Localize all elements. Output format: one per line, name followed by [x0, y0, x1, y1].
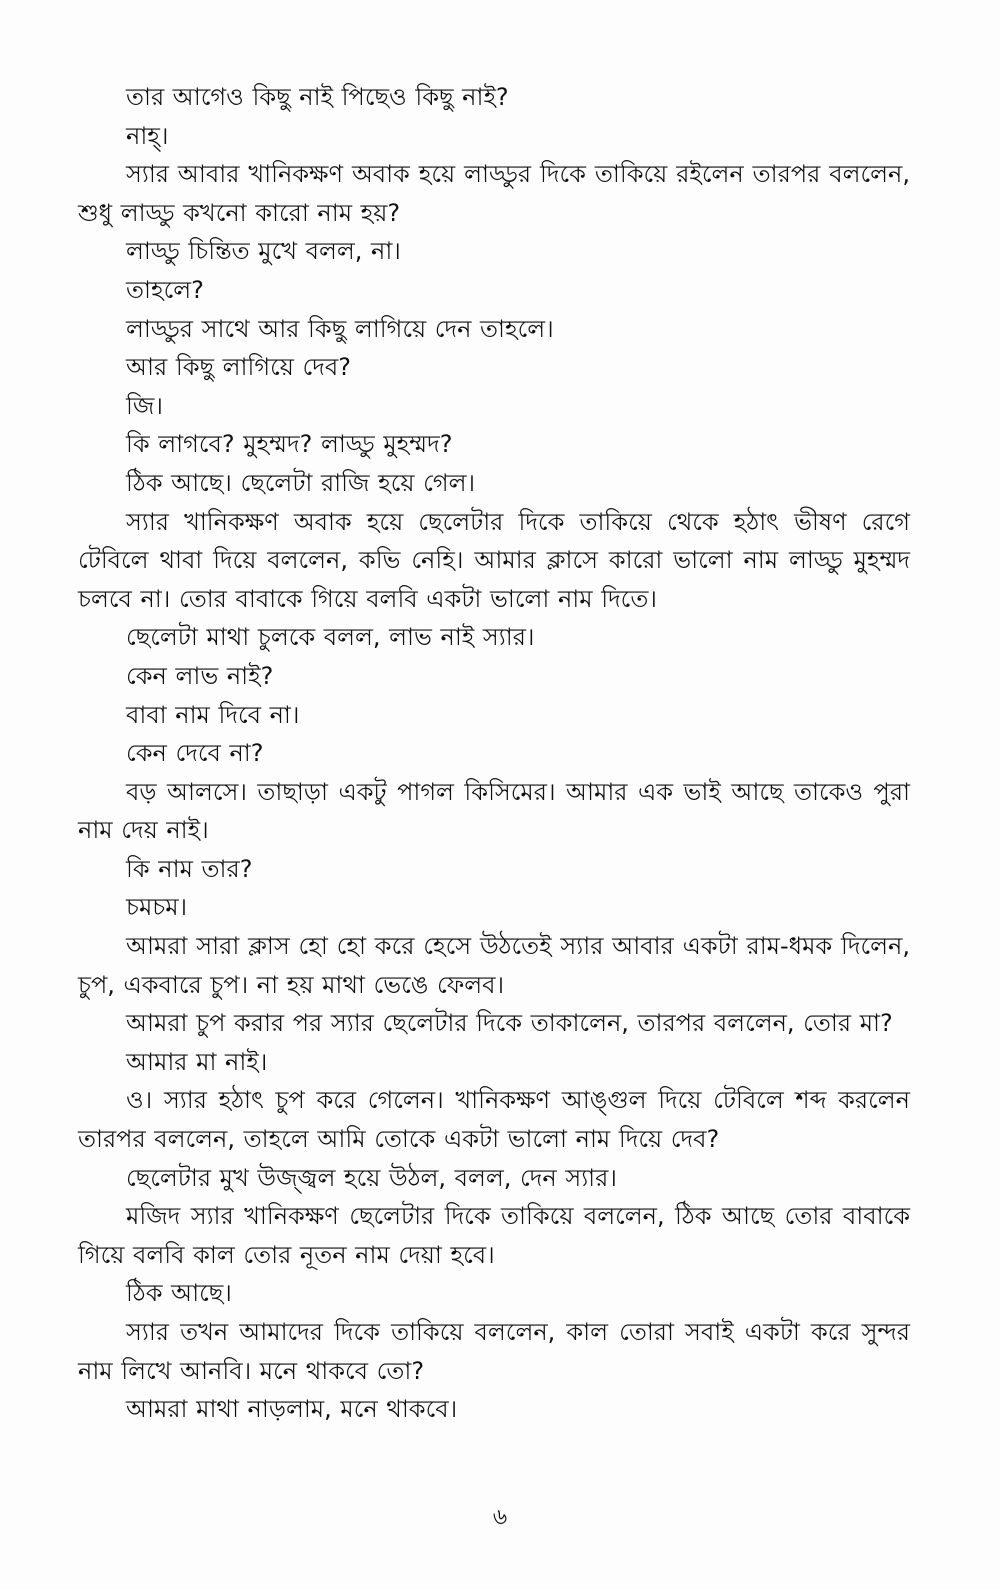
paragraph: লাড্ডু চিন্তিত মুখে বলল, না। — [126, 237, 401, 266]
paragraph: মজিদ স্যার খানিকক্ষণ ছেলেটার দিকে তাকিয়ে বললেন, ঠিক আছে তোর বাবাকে গিয়ে বলবি কাল তোর নূতন নাম দেয়া হবে। — [78, 1202, 910, 1269]
paragraph: আমরা মাথা নাড়লাম, মনে থাকবে। — [126, 1395, 458, 1424]
paragraph: তার আগেও কিছু নাই পিছেও কিছু নাই? — [126, 83, 509, 111]
paragraph: কি লাগবে? মুহম্মদ? লাড্ডু মুহম্মদ? — [126, 430, 453, 459]
paragraph: জি। — [126, 391, 163, 420]
paragraph: ছেলেটার মুখ উজ্জ্বল হয়ে উঠল, বলল, দেন স্যার। — [126, 1163, 617, 1192]
paragraph: স্যার তখন আমাদের দিকে তাকিয়ে বললেন, কাল তোরা সবাই একটা করে সুন্দর নাম লিখে আনবি। মনে থাকবে তো? — [78, 1318, 910, 1385]
paragraph: লাড্ডুর সাথে আর কিছু লাগিয়ে দেন তাহলে। — [126, 314, 554, 343]
paragraph: কেন দেবে না? — [126, 739, 264, 768]
paragraph: আমার মা নাই। — [126, 1047, 268, 1076]
paragraph: আমরা সারা ক্লাস হো হো করে হেসে উঠতেই স্যার আবার একটা রাম-ধমক দিলেন, চুপ, একবারে চুপ। না হয় মাথা ভেঙে ফেলব। — [78, 932, 910, 999]
paragraph: ঠিক আছে। ছেলেটা রাজি হয়ে গেল। — [126, 468, 476, 497]
paragraph: ও। স্যার হঠাৎ চুপ করে গেলেন। খানিকক্ষণ আঙ্গুল দিয়ে টেবিলে শব্দ করলেন তারপর বললেন, তাহলে আমি তোকে একটা ভালো নাম দিয়ে দেব? — [78, 1086, 910, 1154]
paragraph: নাহ্। — [126, 121, 169, 150]
text-body — [78, 78, 910, 1429]
paragraph: কি নাম তার? — [126, 854, 253, 883]
paragraph: কেন লাভ নাই? — [126, 661, 274, 690]
paragraph: তাহলে? — [126, 275, 204, 304]
paragraph: বড় আলসে। তাছাড়া একটু পাগল কিসিমের। আমার এক ভাই আছে তাকেও পুরা নাম দেয় নাই। — [78, 777, 910, 845]
paragraph: চমচম। — [126, 893, 188, 922]
paragraph: স্যার খানিকক্ষণ অবাক হয়ে ছেলেটার দিকে তাকিয়ে থেকে হঠাৎ ভীষণ রেগে টেবিলে থাবা দিয়ে বললেন, কভি নেহি। আমার ক্লাসে কারো ভালো নাম লাড্ডু মুহম্মদ চলবে না। তোর বাবাকে গিয়ে বলবি একটা ভালো নাম দিতে। — [78, 507, 910, 613]
paragraph: ছেলেটা মাথা চুলকে বলল, লাভ নাই স্যার। — [126, 623, 535, 652]
paragraph: স্যার আবার খানিকক্ষণ অবাক হয়ে লাড্ডুর দিকে তাকিয়ে রইলেন তারপর বললেন, শুধু লাড্ডু কখনো কারো নাম হয়? — [78, 160, 910, 227]
page-number: ৬ — [492, 1505, 508, 1530]
paragraph: আর কিছু লাগিয়ে দেব? — [126, 353, 351, 382]
paragraph: বাবা নাম দিবে না। — [126, 700, 300, 729]
paragraph: আমরা চুপ করার পর স্যার ছেলেটার দিকে তাকালেন, তারপর বললেন, তোর মা? — [126, 1009, 893, 1038]
paragraph: ঠিক আছে। — [126, 1279, 232, 1308]
